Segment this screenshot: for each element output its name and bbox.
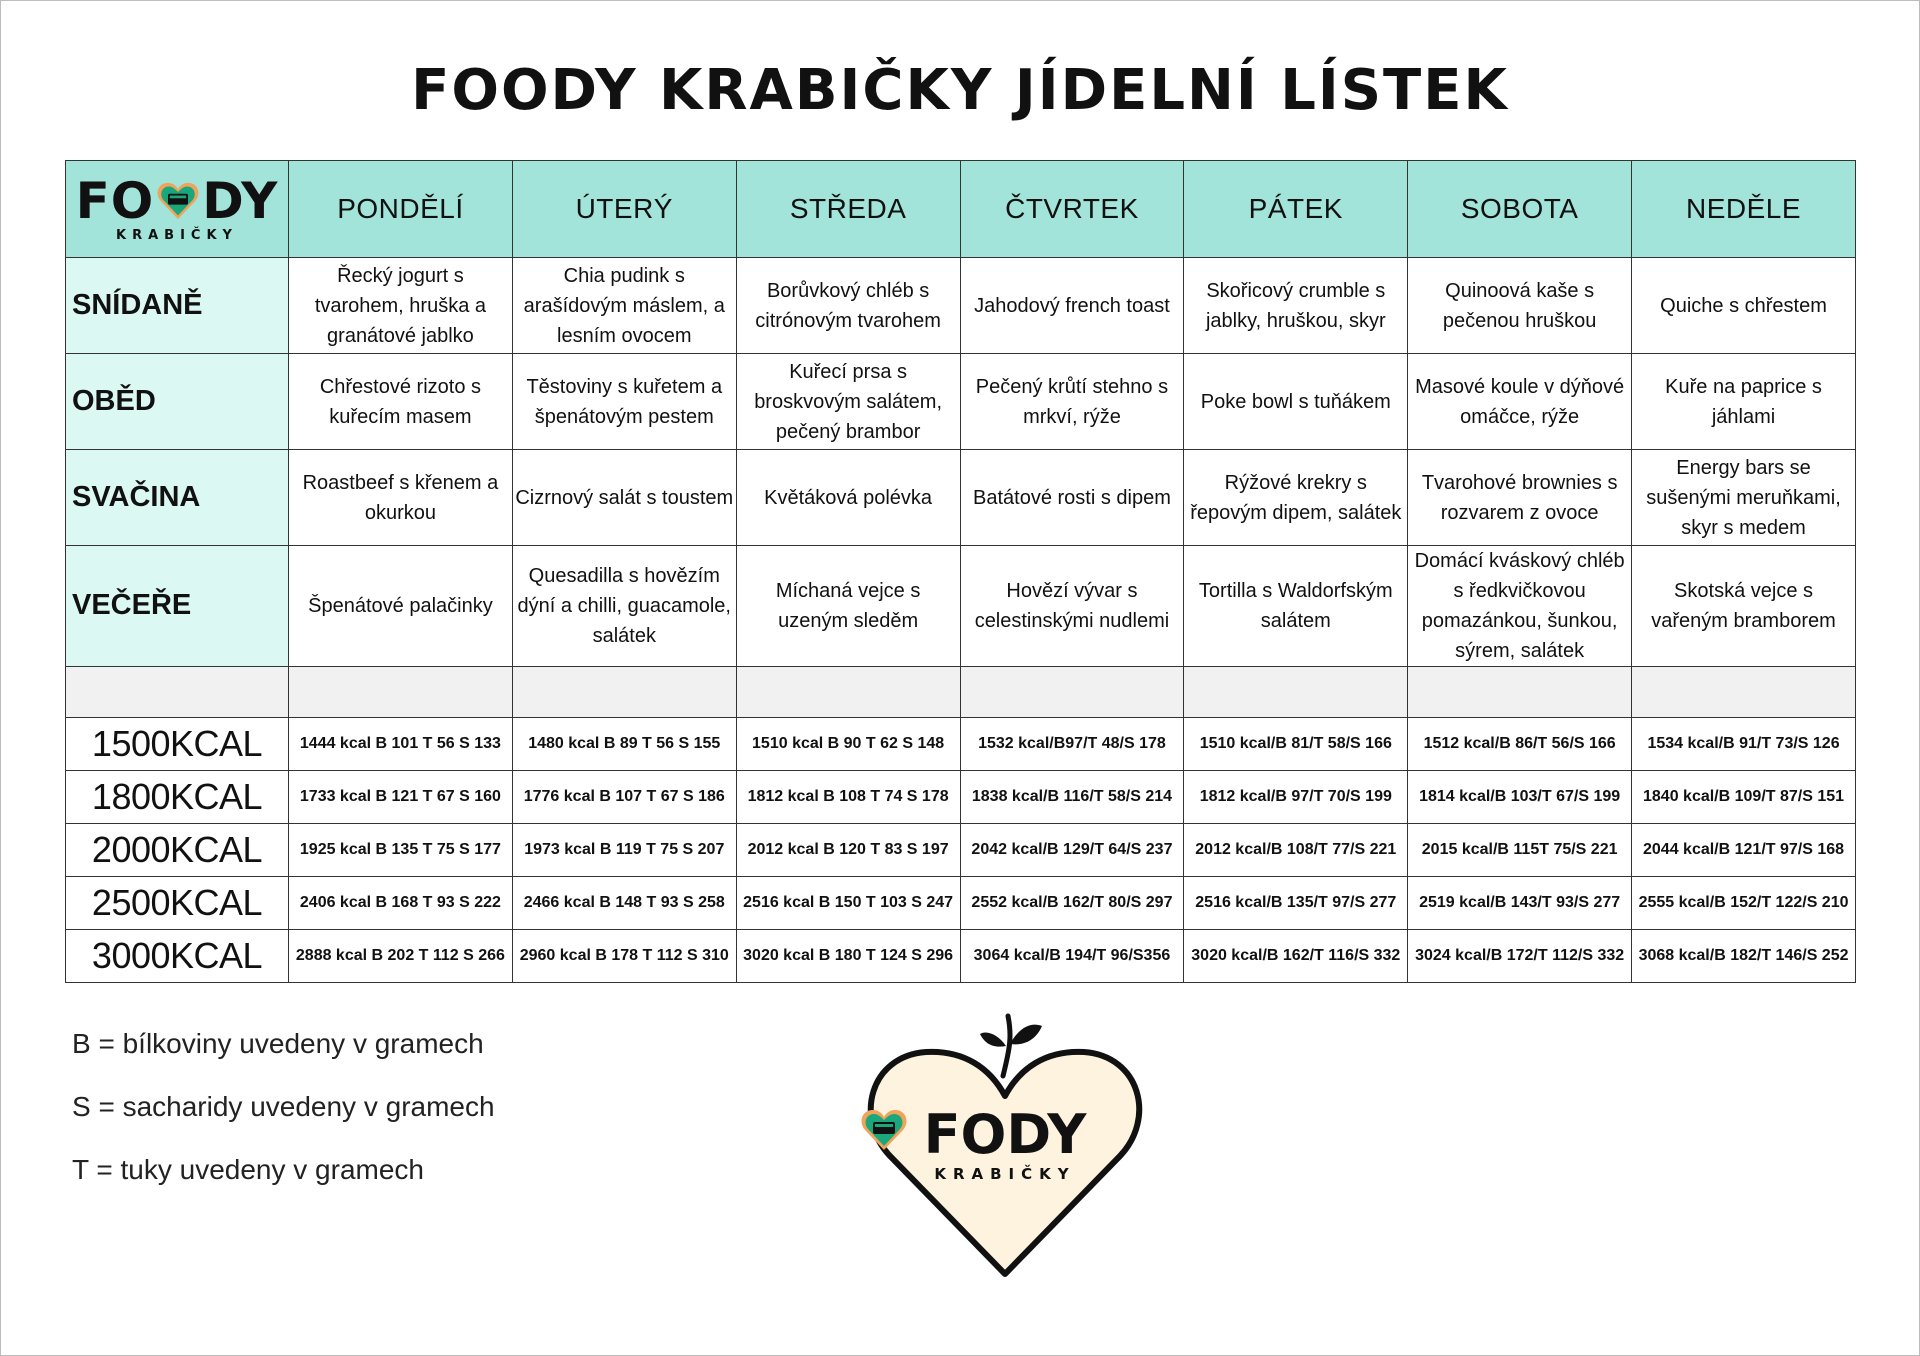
logo-small-wordmark: FO DY — [75, 171, 279, 230]
meal-cell: Quinoová kaše s pečenou hruškou — [1408, 258, 1632, 354]
meal-row — [66, 546, 1856, 667]
menu-table — [65, 160, 1856, 983]
header-row — [66, 161, 1856, 258]
meal-cell: Chřestové rizoto s kuřecím masem — [289, 354, 513, 450]
spacer-cell — [66, 667, 289, 718]
meal-cell: Cizrnový salát s toustem — [512, 450, 736, 546]
kcal-cell: 1534 kcal/B 91/T 73/S 126 — [1632, 718, 1856, 771]
kcal-cell: 1444 kcal B 101 T 56 S 133 — [289, 718, 513, 771]
spacer-cell — [1632, 667, 1856, 718]
kcal-cell: 1814 kcal/B 103/T 67/S 199 — [1408, 771, 1632, 824]
spacer-cell — [289, 667, 513, 718]
meal-label: SVAČINA — [66, 450, 289, 546]
kcal-cell: 2406 kcal B 168 T 93 S 222 — [289, 877, 513, 930]
kcal-cell: 1512 kcal/B 86/T 56/S 166 — [1408, 718, 1632, 771]
day-header: STŘEDA — [736, 161, 960, 258]
kcal-row — [66, 824, 1856, 877]
meal-cell: Quiche s chřestem — [1632, 258, 1856, 354]
kcal-label: 2500KCAL — [66, 877, 289, 930]
meal-cell: Květáková polévka — [736, 450, 960, 546]
kcal-cell: 2555 kcal/B 152/T 122/S 210 — [1632, 877, 1856, 930]
kcal-cell: 2466 kcal B 148 T 93 S 258 — [512, 877, 736, 930]
day-header: PÁTEK — [1184, 161, 1408, 258]
meal-cell: Pečený krůtí stehno s mrkví, rýže — [960, 354, 1184, 450]
meal-cell: Roastbeef s křenem a okurkou — [289, 450, 513, 546]
meal-cell: Quesadilla s hovězím dýní a chilli, guacamole, salátek — [512, 546, 736, 667]
meal-cell: Jahodový french toast — [960, 258, 1184, 354]
meal-cell: Skotská vejce s vařeným bramborem — [1632, 546, 1856, 667]
meal-cell: Batátové rosti s dipem — [960, 450, 1184, 546]
kcal-cell: 3064 kcal/B 194/T 96/S356 — [960, 930, 1184, 983]
kcal-cell: 1776 kcal B 107 T 67 S 186 — [512, 771, 736, 824]
meal-cell: Masové koule v dýňové omáčce, rýže — [1408, 354, 1632, 450]
meal-cell: Domácí kváskový chléb s ředkvičkovou pomazánkou, šunkou, sýrem, salátek — [1408, 546, 1632, 667]
spacer-cell — [1184, 667, 1408, 718]
kcal-cell: 2012 kcal/B 108/T 77/S 221 — [1184, 824, 1408, 877]
spacer-cell — [736, 667, 960, 718]
kcal-cell: 3020 kcal/B 162/T 116/S 332 — [1184, 930, 1408, 983]
kcal-label: 2000KCAL — [66, 824, 289, 877]
meal-label: SNÍDANĚ — [66, 258, 289, 354]
legend — [72, 1012, 495, 1201]
kcal-cell: 1532 kcal/B97/T 48/S 178 — [960, 718, 1184, 771]
kcal-cell: 2042 kcal/B 129/T 64/S 237 — [960, 824, 1184, 877]
day-header: PONDĚLÍ — [289, 161, 513, 258]
meal-cell: Skořicový crumble s jablky, hruškou, skyr — [1184, 258, 1408, 354]
kcal-cell: 1812 kcal/B 97/T 70/S 199 — [1184, 771, 1408, 824]
day-header: NEDĚLE — [1632, 161, 1856, 258]
meal-cell: Míchaná vejce s uzeným sleděm — [736, 546, 960, 667]
meal-cell: Těstoviny s kuřetem a špenátovým pestem — [512, 354, 736, 450]
meal-cell: Borůvkový chléb s citrónovým tvarohem — [736, 258, 960, 354]
kcal-cell: 2012 kcal B 120 T 83 S 197 — [736, 824, 960, 877]
meal-cell: Rýžové krekry s řepovým dipem, salátek — [1184, 450, 1408, 546]
spacer-cell — [512, 667, 736, 718]
kcal-label: 1800KCAL — [66, 771, 289, 824]
meal-cell: Řecký jogurt s tvarohem, hruška a granátové jablko — [289, 258, 513, 354]
kcal-cell: 1925 kcal B 135 T 75 S 177 — [289, 824, 513, 877]
kcal-cell: 2044 kcal/B 121/T 97/S 168 — [1632, 824, 1856, 877]
logo-large-subtitle: KRABIČKY — [934, 1165, 1076, 1183]
meal-row — [66, 354, 1856, 450]
lunchbox-heart-icon — [860, 1108, 908, 1152]
kcal-label: 3000KCAL — [66, 930, 289, 983]
meal-cell: Tvarohové brownies s rozvarem z ovoce — [1408, 450, 1632, 546]
meal-label: OBĚD — [66, 354, 289, 450]
spacer-cell — [1408, 667, 1632, 718]
kcal-cell: 2552 kcal/B 162/T 80/S 297 — [960, 877, 1184, 930]
day-header: ÚTERÝ — [512, 161, 736, 258]
meal-cell: Energy bars se sušenými meruňkami, skyr s medem — [1632, 450, 1856, 546]
spacer-row — [66, 667, 1856, 718]
meal-cell: Tortilla s Waldorfským salátem — [1184, 546, 1408, 667]
kcal-cell: 3024 kcal/B 172/T 112/S 332 — [1408, 930, 1632, 983]
kcal-row — [66, 877, 1856, 930]
foody-logo-small — [68, 161, 286, 257]
meal-cell: Kuře na paprice s jáhlami — [1632, 354, 1856, 450]
kcal-cell: 1973 kcal B 119 T 75 S 207 — [512, 824, 736, 877]
kcal-cell: 1812 kcal B 108 T 74 S 178 — [736, 771, 960, 824]
kcal-cell: 1480 kcal B 89 T 56 S 155 — [512, 718, 736, 771]
day-header: ČTVRTEK — [960, 161, 1184, 258]
kcal-cell: 2519 kcal/B 143/T 93/S 277 — [1408, 877, 1632, 930]
kcal-cell: 1510 kcal B 90 T 62 S 148 — [736, 718, 960, 771]
kcal-cell: 1838 kcal/B 116/T 58/S 214 — [960, 771, 1184, 824]
kcal-cell: 2015 kcal/B 115T 75/S 221 — [1408, 824, 1632, 877]
logo-small-subtitle: KRABIČKY — [116, 227, 238, 243]
day-header: SOBOTA — [1408, 161, 1632, 258]
legend-fat: T = tuky uvedeny v gramech — [72, 1154, 424, 1185]
kcal-row — [66, 718, 1856, 771]
logo-large-wordmark: FO DY — [860, 1108, 1150, 1162]
kcal-cell: 1733 kcal B 121 T 67 S 160 — [289, 771, 513, 824]
kcal-cell: 2516 kcal B 150 T 103 S 247 — [736, 877, 960, 930]
kcal-cell: 3068 kcal/B 182/T 146/S 252 — [1632, 930, 1856, 983]
kcal-row — [66, 771, 1856, 824]
kcal-cell: 1510 kcal/B 81/T 58/S 166 — [1184, 718, 1408, 771]
meal-cell: Poke bowl s tuňákem — [1184, 354, 1408, 450]
kcal-row — [66, 930, 1856, 983]
meal-row — [66, 258, 1856, 354]
meal-label: VEČEŘE — [66, 546, 289, 667]
header-logo-cell — [66, 161, 289, 258]
meal-cell: Chia pudink s arašídovým máslem, a lesním ovocem — [512, 258, 736, 354]
page-title: FOODY KRABIČKY JÍDELNÍ LÍSTEK — [411, 58, 1509, 123]
lunchbox-heart-icon — [156, 181, 200, 221]
meal-row — [66, 450, 1856, 546]
kcal-cell: 2960 kcal B 178 T 112 S 310 — [512, 930, 736, 983]
legend-carbs: S = sacharidy uvedeny v gramech — [72, 1091, 495, 1122]
kcal-cell: 2888 kcal B 202 T 112 S 266 — [289, 930, 513, 983]
kcal-cell: 2516 kcal/B 135/T 97/S 277 — [1184, 877, 1408, 930]
legend-protein: B = bílkoviny uvedeny v gramech — [72, 1028, 484, 1059]
meal-cell: Kuřecí prsa s broskvovým salátem, pečený brambor — [736, 354, 960, 450]
spacer-cell — [960, 667, 1184, 718]
kcal-cell: 3020 kcal B 180 T 124 S 296 — [736, 930, 960, 983]
kcal-cell: 1840 kcal/B 109/T 87/S 151 — [1632, 771, 1856, 824]
foody-logo-large — [860, 1008, 1150, 1278]
meal-cell: Hovězí vývar s celestinskými nudlemi — [960, 546, 1184, 667]
meal-cell: Špenátové palačinky — [289, 546, 513, 667]
kcal-label: 1500KCAL — [66, 718, 289, 771]
